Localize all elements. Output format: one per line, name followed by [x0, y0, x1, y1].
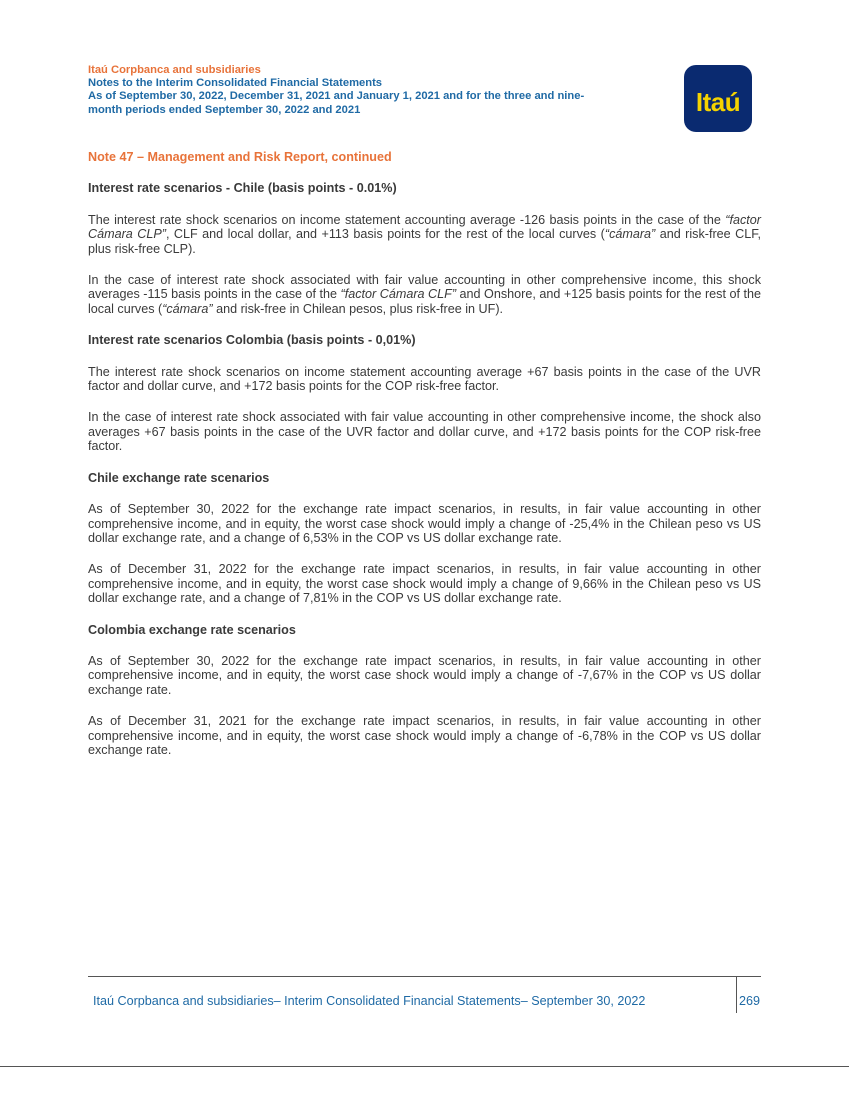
paragraph-colombia-interest-2: In the case of interest rate shock associated with fair value accounting in other comprehensive income, the shock also averages +67 basis points in the case of the UVR factor and dollar curve, and +172 basis points for the COP risk-free factor.	[88, 410, 761, 454]
footer-divider	[88, 976, 761, 977]
header-title-line1: Notes to the Interim Consolidated Financial Statements	[88, 77, 383, 90]
section-title-chile-exchange: Chile exchange rate scenarios	[88, 470, 270, 485]
note-title: Note 47 – Management and Risk Report, continued	[88, 150, 392, 164]
itau-logo	[684, 65, 752, 132]
footer-text: Itaú Corpbanca and subsidiaries– Interim Consolidated Financial Statements– September 30, 2022	[93, 994, 646, 1008]
section-title-chile-interest: Interest rate scenarios - Chile (basis points - 0.01%)	[88, 181, 397, 196]
logo-text: Itaú	[695, 87, 741, 117]
paragraph-chile-exchange-2: As of December 31, 2022 for the exchange rate impact scenarios, in results, in fair value accounting in other comprehensive income, and in equity, the worst case shock would imply a change of 9,66% in the Chilean peso vs US dollar exchange rate, and a change of 7,81% in the COP vs US dollar exchange rate.	[88, 562, 761, 606]
section-title-colombia-interest: Interest rate scenarios Colombia (basis points - 0,01%)	[88, 333, 416, 348]
header-title-line3: month periods ended September 30, 2022 and 2021	[88, 103, 361, 116]
document-header	[88, 64, 668, 117]
paragraph-chile-interest-1: The interest rate shock scenarios on income statement accounting average -126 basis points in the case of the “factor Cámara CLP”, CLF and local dollar, and +113 basis points for the rest of the local curves (“cámara” and risk-free CLF, plus risk-free CLP).	[88, 212, 762, 256]
header-title-line2: As of September 30, 2022, December 31, 2021 and January 1, 2021 and for the three and nine-	[88, 90, 585, 103]
paragraph-chile-interest-2: In the case of interest rate shock associated with fair value accounting in other comprehensive income, this shock averages -115 basis points in the case of the “factor Cámara CLF” and Onshore, and +125 basis points for the rest of the local curves (“cámara” and risk-free in Chilean pesos, plus risk-free in UF).	[88, 273, 761, 316]
section-title-colombia-exchange: Colombia exchange rate scenarios	[88, 622, 296, 637]
page-number: 269	[739, 994, 761, 1008]
paragraph-colombia-interest-1: The interest rate shock scenarios on income statement accounting average +67 basis points in the case of the UVR factor and dollar curve, and +172 basis points for the COP risk-free factor.	[88, 364, 761, 394]
footer-separator	[736, 977, 737, 1013]
page-bottom-border	[0, 1066, 849, 1067]
document-body	[88, 150, 761, 774]
company-name: Itaú Corpbanca and subsidiaries	[88, 64, 261, 76]
paragraph-colombia-exchange-2: As of December 31, 2021 for the exchange rate impact scenarios, in results, in fair value accounting in other comprehensive income, and in equity, the worst case shock would imply a change of -6,78% in the COP vs US dollar exchange rate.	[88, 714, 761, 757]
paragraph-colombia-exchange-1: As of September 30, 2022 for the exchange rate impact scenarios, in results, in fair value accounting in other comprehensive income, and in equity, the worst case shock would imply a change of -7,67% in the COP vs US dollar exchange rate.	[88, 653, 761, 697]
paragraph-chile-exchange-1: As of September 30, 2022 for the exchange rate impact scenarios, in results, in fair value accounting in other comprehensive income, and in equity, the worst case shock would imply a change of -25,4% in the Chilean peso vs US dollar exchange rate, and a change of 6,53% in the COP vs US dollar exchange rate.	[88, 502, 761, 545]
